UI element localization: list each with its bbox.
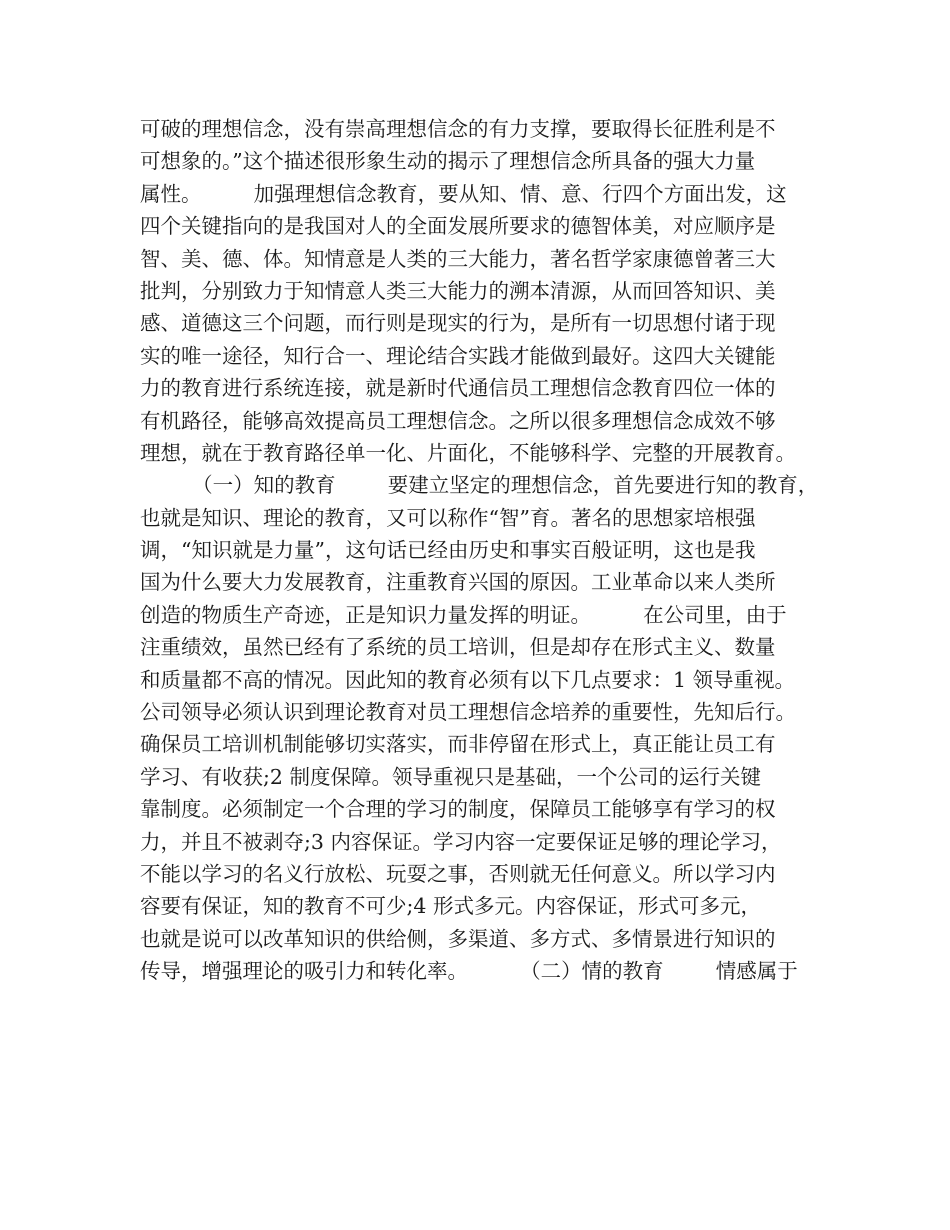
text-line: 靠制度。必须制定一个合理的学习的制度，保障员工能够享有学习的权 <box>140 797 776 822</box>
text-line: （一）知的教育 要建立坚定的理想信念，首先要进行知的教育， <box>140 473 819 498</box>
text-line: 智、美、德、体。知情意是人类的三大能力，著名哲学家康德曾著三大 <box>140 246 776 271</box>
text-line: 力的教育进行系统连接，就是新时代通信员工理想信念教育四位一体的 <box>140 376 776 401</box>
text-line: 国为什么要大力发展教育，注重教育兴国的原因。工业革命以来人类所 <box>140 570 776 595</box>
text-line: 可想象的。”这个描述很形象生动的揭示了理想信念所具备的强大力量 <box>140 149 756 174</box>
text-line: 理想，就在于教育路径单一化、片面化，不能够科学、完整的开展教育。 <box>140 440 796 465</box>
text-line: 有机路径，能够高效提高员工理想信念。之所以很多理想信念成效不够 <box>140 408 776 433</box>
text-line: 创造的物质生产奇迹，正是知识力量发挥的明证。 在公司里，由于 <box>140 602 787 627</box>
text-line: 批判，分别致力于知情意人类三大能力的溯本清源，从而回答知识、美 <box>140 278 776 303</box>
text-line: 也就是说可以改革知识的供给侧，多渠道、多方式、多情景进行知识的 <box>140 926 776 951</box>
text-line: 也就是知识、理论的教育，又可以称作“智”育。著名的思想家培根强 <box>140 505 756 530</box>
text-line: 可破的理想信念，没有崇高理想信念的有力支撑，要取得长征胜利是不 <box>140 117 776 141</box>
text-line: 属性。 加强理想信念教育，要从知、情、意、行四个方面出发，这 <box>140 181 787 206</box>
text-line: 四个关键指向的是我国对人的全面发展所要求的德智体美，对应顺序是 <box>140 214 776 239</box>
text-line: 传导，增强理论的吸引力和转化率。 （二）情的教育 情感属于 <box>140 959 798 984</box>
text-line: 确保员工培训机制能够切实落实，而非停留在形式上，真正能让员工有 <box>140 732 776 757</box>
text-line: 注重绩效，虽然已经有了系统的员工培训，但是却存在形式主义、数量 <box>140 635 776 660</box>
text-line: 力，并且不被剥夺;3 内容保证。学习内容一定要保证足够的理论学习， <box>140 829 782 854</box>
text-line: 不能以学习的名义行放松、玩耍之事，否则就无任何意义。所以学习内 <box>140 861 776 886</box>
text-line: 感、道德这三个问题，而行则是现实的行为，是所有一切思想付诸于现 <box>140 311 776 336</box>
text-line: 学习、有收获;2 制度保障。领导重视只是基础，一个公司的运行关键 <box>140 764 761 789</box>
text-line: 和质量都不高的情况。因此知的教育必须有以下几点要求：1 领导重视。 <box>140 667 796 692</box>
text-line: 公司领导必须认识到理论教育对员工理想信念培养的重要性，先知后行。 <box>140 700 796 725</box>
text-line: 调，“知识就是力量”，这句话已经由历史和事实百般证明，这也是我 <box>140 538 756 563</box>
text-line: 实的唯一途径，知行合一、理论结合实践才能做到最好。这四大关键能 <box>140 343 776 368</box>
body-text <box>140 113 830 988</box>
text-line: 容要有保证，知的教育不可少;4 形式多元。内容保证，形式可多元， <box>140 894 761 919</box>
